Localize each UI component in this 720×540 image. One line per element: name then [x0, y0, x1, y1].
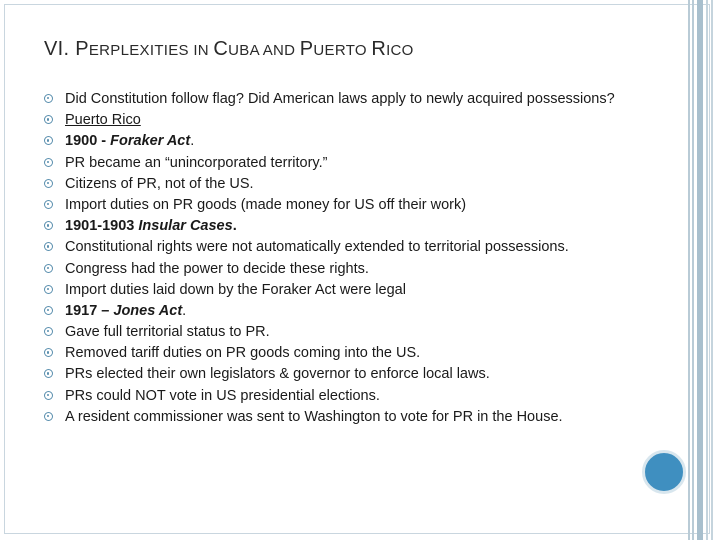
bullet-text: Constitutional rights were not automatically extended to territorial possessions. — [65, 239, 569, 256]
bullet-marker-icon — [44, 412, 53, 421]
bullet-item — [44, 346, 644, 361]
bullet-text-part: 1917 – — [65, 302, 114, 319]
bullet-text: Import duties on PR goods (made money for US off their work) — [65, 196, 467, 213]
bullet-marker-icon — [44, 391, 53, 400]
title-part: R — [371, 38, 387, 60]
bullet-item — [44, 367, 495, 382]
bullet-marker-icon — [44, 115, 53, 124]
bullet-text-part: Jones Act — [113, 302, 183, 319]
bullet-marker-icon — [44, 94, 53, 103]
bullet-item — [44, 283, 644, 298]
bullet-item — [44, 198, 644, 213]
bullet-text: Congress had the power to decide these rights. — [65, 260, 369, 277]
bullet-text: Puerto Rico — [65, 112, 141, 129]
bullet-marker-icon — [44, 369, 53, 378]
bullet-text-part: Insular Cases — [138, 218, 233, 235]
bullet-text — [65, 134, 644, 149]
title-part: ERPLEXITIES IN — [88, 42, 214, 59]
bullet-item — [44, 389, 644, 404]
decorative-stripe — [697, 0, 703, 540]
bullet-item — [44, 134, 644, 149]
title-part: C — [213, 38, 229, 60]
bullet-text: Import duties laid down by the Foraker Act were legal — [65, 281, 406, 298]
bullet-marker-icon — [44, 306, 53, 315]
decorative-stripe — [688, 0, 690, 540]
decorative-circle — [642, 450, 686, 494]
bullet-text-part: . — [182, 302, 187, 319]
bullet-text: PR became an “unincorporated territory.” — [65, 154, 328, 171]
decorative-stripe — [706, 0, 708, 540]
bullet-text: PRs elected their own legislators & governor to enforce local laws. — [65, 366, 490, 383]
title-part: UERTO — [313, 42, 372, 59]
bullet-text: Removed tariff duties on PR goods coming into the US. — [65, 345, 421, 362]
bullet-text-part: Foraker Act — [110, 133, 191, 150]
bullet-marker-icon — [44, 200, 53, 209]
bullet-text: Citizens of PR, not of the US. — [65, 175, 254, 192]
title-part: VI. P — [44, 38, 89, 60]
bullet-item — [44, 240, 644, 255]
bullet-item — [44, 92, 644, 107]
title-part: ICO — [386, 42, 414, 59]
bullet-marker-icon — [44, 285, 53, 294]
bullet-item — [44, 325, 644, 340]
title-part: UBA AND — [228, 42, 300, 59]
bullet-text-part: 1901-1903 — [65, 218, 139, 235]
bullet-text-part: . — [232, 218, 237, 235]
slide-title — [44, 38, 414, 61]
bullet-item — [44, 113, 644, 128]
bullet-item — [44, 410, 644, 425]
bullet-item — [44, 177, 644, 192]
bullet-marker-icon — [44, 136, 53, 145]
bullet-item — [44, 156, 644, 171]
bullet-text: A resident commissioner was sent to Washington to vote for PR in the House. — [65, 408, 563, 425]
bullet-item — [44, 262, 644, 277]
bullet-text-part: . — [190, 133, 195, 150]
bullet-marker-icon — [44, 327, 53, 336]
decorative-stripe — [711, 0, 713, 540]
bullet-marker-icon — [44, 264, 53, 273]
bullet-text — [65, 219, 644, 234]
bullet-marker-icon — [44, 179, 53, 188]
bullet-text: Did Constitution follow flag? Did American laws apply to newly acquired possessions? — [65, 91, 615, 107]
bullet-text: PRs could NOT vote in US presidential elections. — [65, 387, 380, 404]
bullet-text — [65, 304, 644, 319]
bullet-marker-icon — [44, 158, 53, 167]
bullet-text: Gave full territorial status to PR. — [65, 324, 270, 341]
bullet-marker-icon — [44, 348, 53, 357]
bullet-list — [44, 92, 644, 431]
bullet-marker-icon — [44, 242, 53, 251]
decorative-stripe — [692, 0, 694, 540]
bullet-item — [44, 304, 644, 319]
bullet-text-part: 1900 - — [65, 133, 111, 150]
title-part: P — [299, 38, 314, 60]
bullet-item — [44, 219, 644, 234]
bullet-marker-icon — [44, 221, 53, 230]
